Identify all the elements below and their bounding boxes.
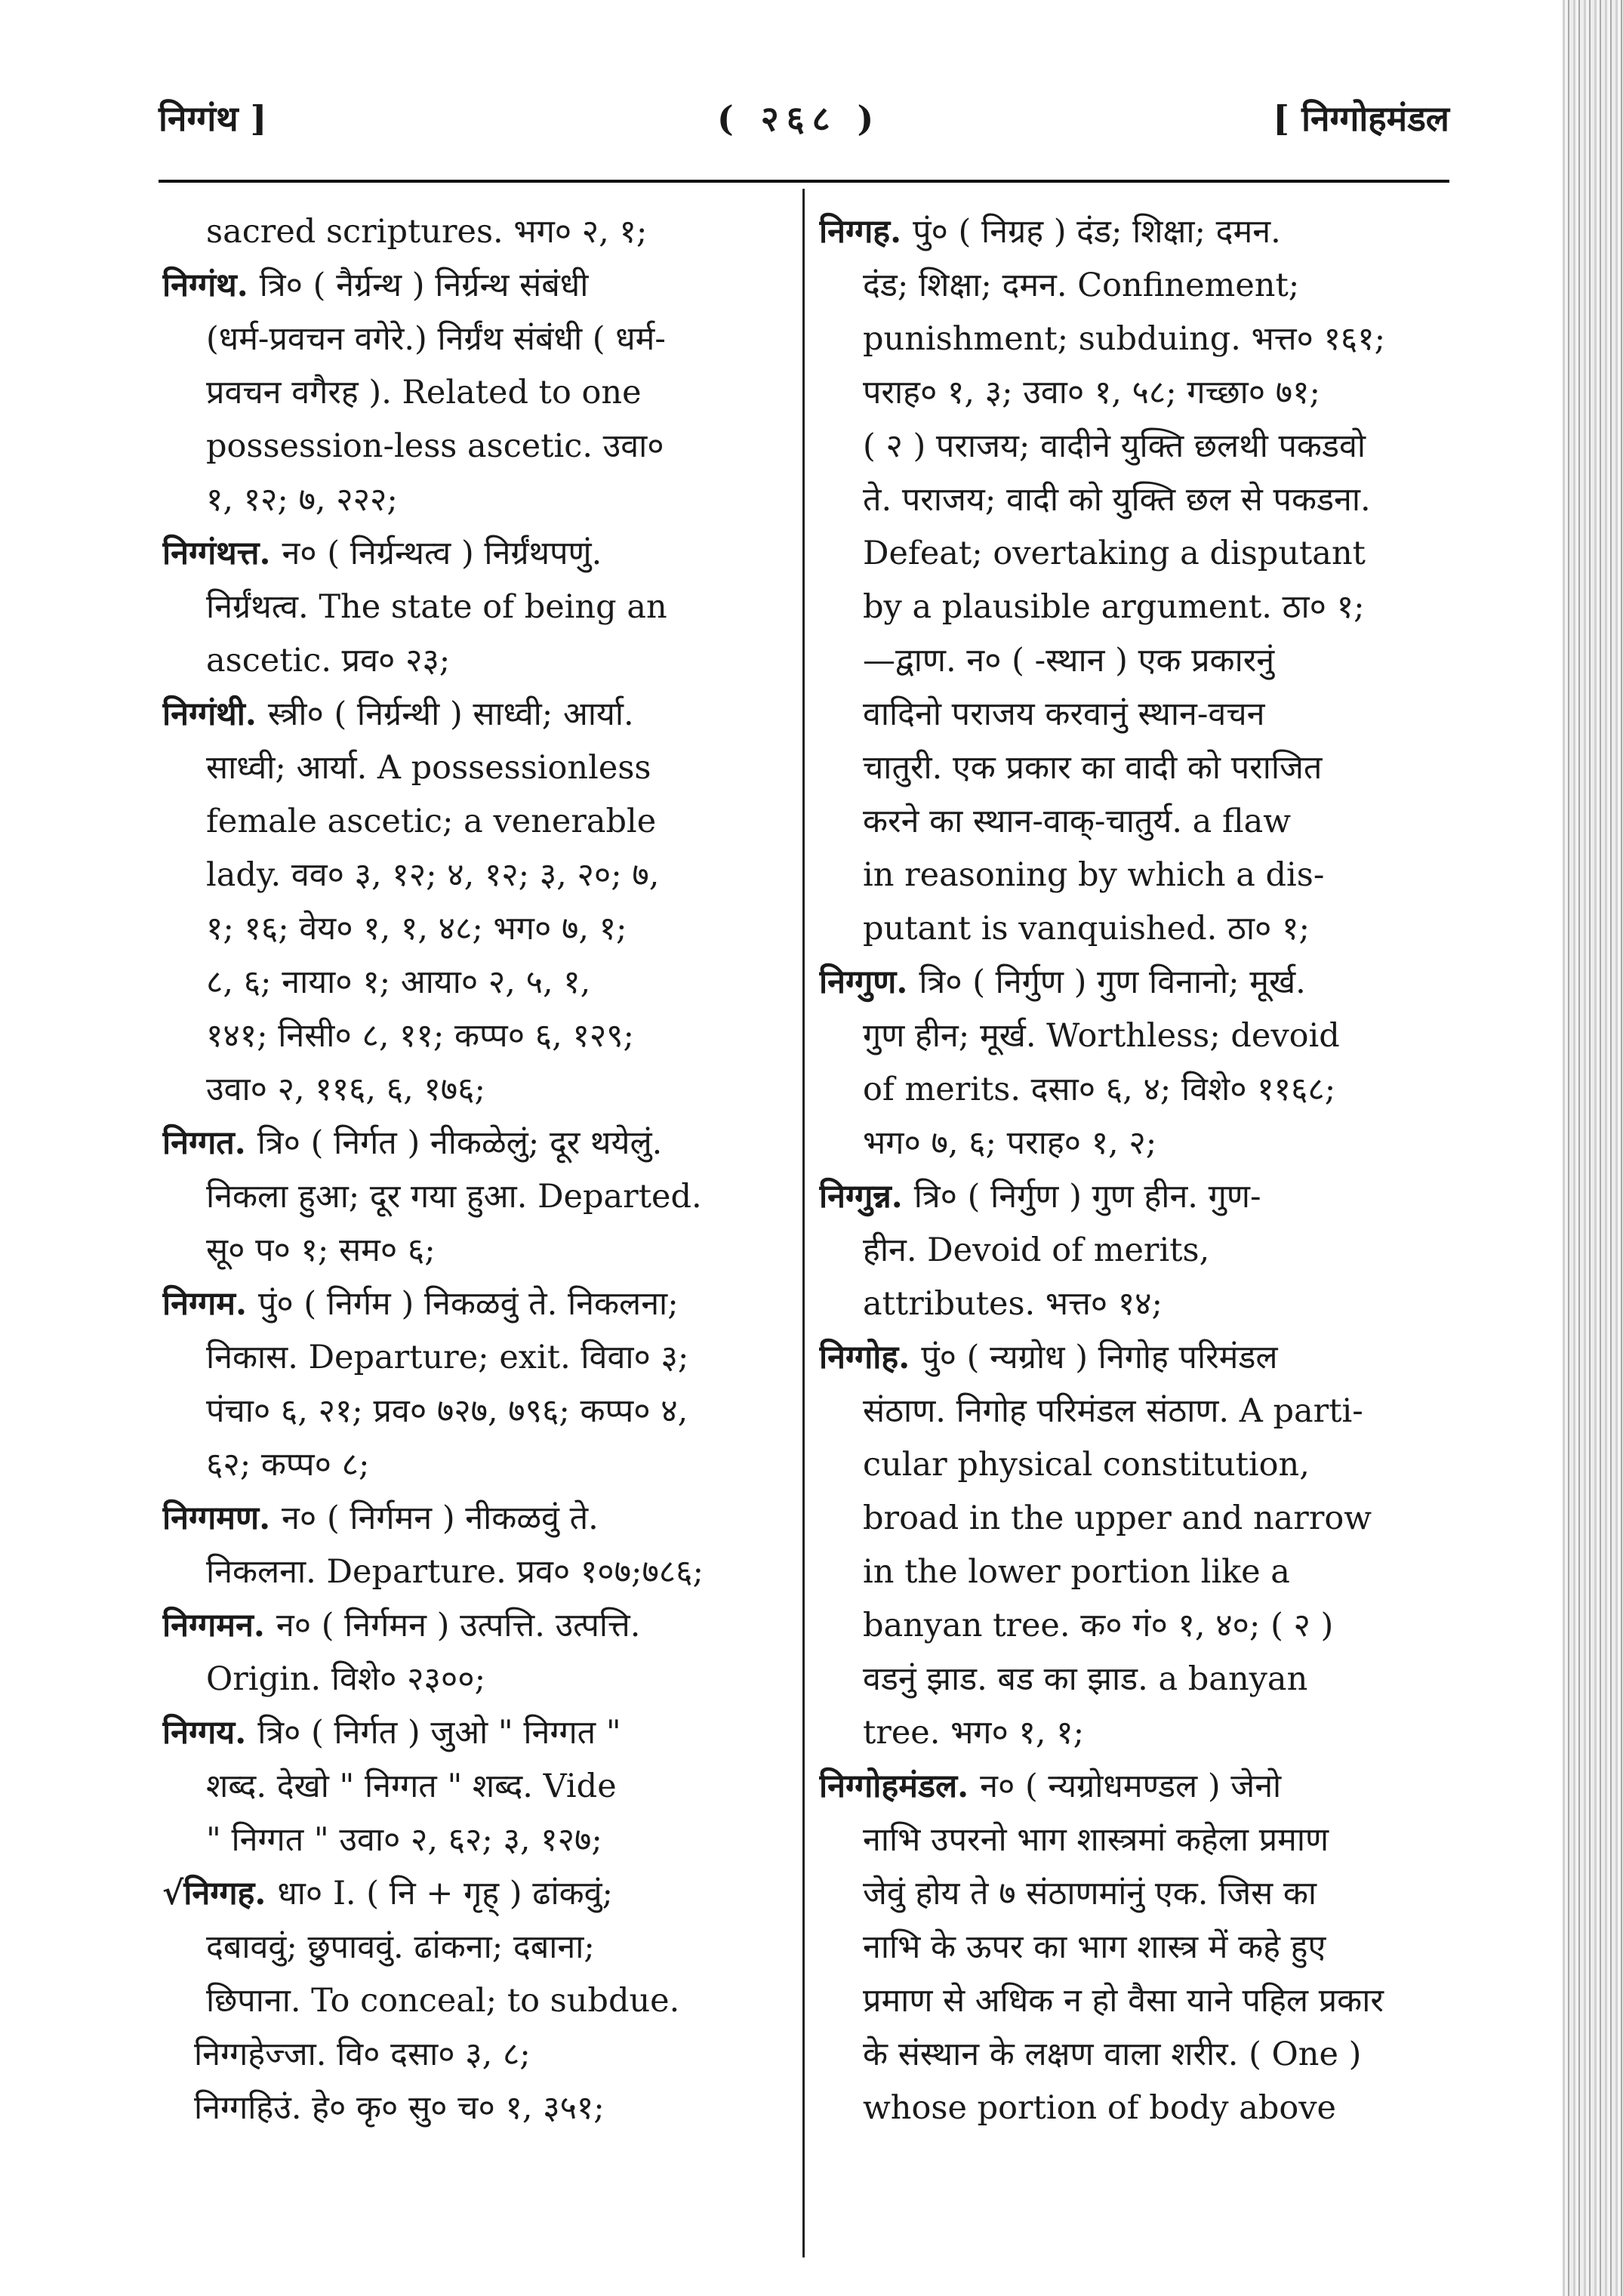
entry-text: नाभि उपरनो भाग शास्त्रमां कहेला प्रमाण — [863, 1821, 1329, 1859]
dictionary-entry — [819, 1331, 1446, 1760]
dictionary-entry — [819, 956, 1446, 1170]
header-first-word: निग्गंथ ] — [159, 98, 267, 139]
entry-line — [819, 1546, 1446, 1599]
entry-text: स्त्री० ( निर्ग्रन्थी ) साध्वी; आर्या. — [267, 695, 634, 733]
entry-text: त्रि० ( निर्गत ) जुओ " निग्गत " — [257, 1714, 621, 1752]
entry-text: त्रि० ( निर्गुण ) गुण विनानो; मूर्ख. — [919, 963, 1306, 1001]
entry-headword: निग्गमण. — [162, 1499, 282, 1537]
entry-text: उवा० २, ११६, ६, १७६; — [206, 1071, 486, 1108]
entry-line — [162, 313, 789, 366]
entry-line — [162, 1814, 789, 1867]
entry-text: त्रि० ( निर्गत ) नीकळेलुं; दूर थयेलुं. — [257, 1124, 663, 1162]
entry-text: निग्गहेज्जा. वि० दसा० ३, ८; — [194, 2036, 531, 2073]
entry-headword: √निग्गह. — [162, 1875, 278, 1912]
dictionary-entry — [162, 205, 789, 259]
entry-text: करने का स्थान-वाक्-चातुर्य. a flaw — [863, 803, 1292, 840]
entry-text: निर्ग्रंथत्व. The state of being an — [206, 588, 667, 626]
dictionary-entry — [162, 1492, 789, 1599]
entry-line — [819, 1277, 1446, 1331]
dictionary-entry — [819, 1760, 1446, 2135]
entry-text: हीन. Devoid of merits, — [863, 1231, 1210, 1269]
entry-text: त्रि० ( नैर्ग्रन्थ ) निर्ग्रन्थ संबंधी — [259, 267, 589, 304]
entry-line — [819, 527, 1446, 581]
entry-headword: निग्गय. — [162, 1714, 258, 1752]
entry-text: ( २ ) पराजय; वादीने युक्ति छलथी पकडवो — [863, 427, 1366, 465]
entry-text: चातुरी. एक प्रकार का वादी को पराजित — [863, 749, 1323, 787]
entry-line — [162, 1277, 789, 1331]
entry-text: ८, ६; नाया० १; आया० २, ५, १, — [206, 963, 591, 1001]
entry-line — [162, 259, 789, 313]
entry-line — [162, 1546, 789, 1599]
page-number: ( २६८ ) — [717, 98, 882, 139]
entry-text: पुं० ( निग्रह ) दंड; शिक्षा; दमन. — [913, 213, 1281, 251]
entry-text: न० ( निर्ग्रन्थत्व ) निर्ग्रंथपणुं. — [282, 535, 602, 572]
entry-line — [819, 1117, 1446, 1170]
entry-line — [162, 849, 789, 902]
entry-headword: निग्गुण. — [819, 963, 919, 1001]
entry-text: निकलना. Departure. प्रव० १०७;७८६; — [206, 1553, 704, 1591]
entry-headword: निग्गत. — [162, 1124, 257, 1162]
entry-line — [819, 688, 1446, 741]
entry-text: —द्वाण. न० ( -स्थान ) एक प्रकारनुं — [863, 642, 1275, 680]
entry-line — [162, 1117, 789, 1170]
entry-text: १; १६; वेय० १, १, ४८; भग० ७, १; — [206, 910, 627, 948]
entry-line — [819, 366, 1446, 420]
entry-text: निग्गहिउं. हे० कृ० सु० च० १, ३५१; — [194, 2089, 605, 2127]
entry-line — [819, 313, 1446, 366]
entry-text: नाभि के ऊपर का भाग शास्त्र में कहे हुए — [863, 1928, 1326, 1966]
entry-text: sacred scriptures. भग० २, १; — [206, 213, 648, 251]
entry-line — [162, 1706, 789, 1760]
entry-line — [162, 1760, 789, 1814]
entry-text: प्रमाण से अधिक न हो वैसा याने पहिल प्रकार — [863, 1982, 1384, 2020]
entry-text: attributes. भत्त० १४; — [863, 1285, 1163, 1323]
entry-text: (धर्म-प्रवचन वगेरे.) निर्ग्रंथ संबंधी ( धर्म- — [206, 320, 666, 358]
entry-text: निकला हुआ; दूर गया हुआ. Departed. — [206, 1178, 702, 1216]
entry-text: cular physical constitution, — [863, 1446, 1310, 1484]
entry-line — [162, 1653, 789, 1706]
entry-text: banyan tree. क० गं० १, ४०; ( २ ) — [863, 1607, 1334, 1644]
entry-headword: निग्गोह. — [819, 1339, 922, 1376]
book-spine-edge — [1563, 0, 1623, 2296]
entry-text: ascetic. प्रव० २३; — [206, 642, 451, 680]
header-last-word: [ निग्गोहमंडल — [1273, 98, 1449, 139]
entry-text: १, १२; ७, २२२; — [206, 481, 398, 519]
dictionary-entry — [162, 1706, 789, 1867]
entry-line — [162, 1974, 789, 2028]
entry-line — [819, 1974, 1446, 2028]
dictionary-entry — [819, 1170, 1446, 1331]
entry-line — [819, 1867, 1446, 1921]
entry-text: वडनुं झाड. बड का झाड. a banyan — [863, 1660, 1308, 1698]
entry-text: १४१; निसी० ८, ११; कप्प० ६, १२९; — [206, 1017, 635, 1055]
entry-line — [819, 902, 1446, 956]
entry-text: of merits. दसा० ६, ४; विशे० ११६८; — [863, 1071, 1336, 1108]
entry-text: निकास. Departure; exit. विवा० ३; — [206, 1339, 689, 1376]
entry-text: गुण हीन; मूर्ख. Worthless; devoid — [863, 1017, 1340, 1055]
entry-text: धा० I. ( नि + गृह् ) ढांकवुं; — [277, 1875, 613, 1912]
entry-line — [162, 473, 789, 527]
entry-text: tree. भग० १, १; — [863, 1714, 1085, 1752]
entry-headword: निग्गोहमंडल. — [819, 1767, 981, 1805]
entry-line — [819, 1009, 1446, 1063]
entry-line — [819, 795, 1446, 849]
entry-line — [162, 1063, 789, 1117]
entry-headword: निग्गह. — [819, 213, 913, 251]
entry-line — [162, 420, 789, 473]
dictionary-entry — [162, 2028, 789, 2135]
entry-text: punishment; subduing. भत्त० १६१; — [863, 320, 1386, 358]
entry-text: पुं० ( न्यग्रोध ) निगोह परिमंडल — [921, 1339, 1278, 1376]
entry-text: broad in the upper and narrow — [863, 1499, 1372, 1537]
entry-line — [162, 2082, 789, 2135]
entry-text: संठाण. निगोह परिमंडल संठाण. A parti- — [863, 1392, 1363, 1430]
dictionary-entry — [162, 1599, 789, 1706]
entry-text: ६२; कप्प० ८; — [206, 1446, 370, 1484]
entry-text: न० ( न्यग्रोधमण्डल ) जेनो — [980, 1767, 1282, 1805]
entry-text: " निग्गत " उवा० २, ६२; ३, १२७; — [206, 1821, 602, 1859]
entry-line — [819, 1170, 1446, 1224]
entry-line — [162, 2028, 789, 2082]
entry-line — [819, 1331, 1446, 1385]
entry-line — [162, 902, 789, 956]
entry-line — [819, 259, 1446, 313]
entry-line — [162, 1224, 789, 1277]
entry-text: by a plausible argument. ठा० १; — [863, 588, 1365, 626]
entry-text: possession-less ascetic. उवा० — [206, 427, 664, 465]
entry-line — [162, 527, 789, 581]
dictionary-entry — [162, 527, 789, 688]
entry-line — [162, 1492, 789, 1546]
entry-headword: निग्गंथत्त. — [162, 535, 282, 572]
entry-line — [162, 1331, 789, 1385]
entry-text: female ascetic; a venerable — [206, 803, 657, 840]
entry-line — [162, 795, 789, 849]
entry-text: ते. पराजय; वादी को युक्ति छल से पकडना. — [863, 481, 1371, 519]
entry-text: lady. वव० ३, १२; ४, १२; ३, २०; ७, — [206, 856, 660, 894]
entry-line — [162, 741, 789, 795]
entry-line — [819, 1921, 1446, 1974]
entry-line — [819, 1224, 1446, 1277]
right-column — [819, 205, 1446, 2135]
entry-line — [819, 420, 1446, 473]
entry-text: पराह० १, ३; उवा० १, ५८; गच्छा० ७१; — [863, 374, 1320, 411]
column-divider — [802, 189, 805, 2257]
entry-text: Origin. विशे० २३००; — [206, 1660, 486, 1698]
left-column — [162, 205, 789, 2135]
entry-headword: निग्गम. — [162, 1285, 258, 1323]
entry-line — [162, 1599, 789, 1653]
entry-line — [162, 581, 789, 634]
entry-text: त्रि० ( निर्गुण ) गुण हीन. गुण- — [913, 1178, 1261, 1216]
entry-line — [162, 1438, 789, 1492]
dictionary-entry — [162, 688, 789, 1117]
dictionary-entry — [162, 1277, 789, 1492]
entry-text: पंचा० ६, २१; प्रव० ७२७, ७९६; कप्प० ४, — [206, 1392, 688, 1430]
entry-headword: निग्गंथ. — [162, 267, 260, 304]
dictionary-entry — [162, 259, 789, 527]
entry-line — [819, 1814, 1446, 1867]
entry-line — [162, 1009, 789, 1063]
entry-text: के संस्थान के लक्षण वाला शरीर. ( One ) — [863, 2036, 1362, 2073]
entry-text: साध्वी; आर्या. A possessionless — [206, 749, 651, 787]
entry-line — [162, 634, 789, 688]
entry-text: वादिनो पराजय करवानुं स्थान-वचन — [863, 695, 1265, 733]
page-header — [159, 94, 1449, 155]
entry-line — [819, 581, 1446, 634]
entry-text: छिपाना. To conceal; to subdue. — [206, 1982, 680, 2020]
entry-text: in the lower portion like a — [863, 1553, 1290, 1591]
entry-line — [819, 1492, 1446, 1546]
entry-line — [819, 741, 1446, 795]
entry-line — [819, 634, 1446, 688]
entry-text: in reasoning by which a dis- — [863, 856, 1325, 894]
entry-line — [162, 1921, 789, 1974]
entry-line — [819, 849, 1446, 902]
entry-text: दंड; शिक्षा; दमन. Confinement; — [863, 267, 1300, 304]
entry-text: न० ( निर्गमन ) उत्पत्ति. उत्पत्ति. — [276, 1607, 641, 1644]
entry-line — [162, 956, 789, 1009]
entry-text: न० ( निर्गमन ) नीकळवुं ते. — [282, 1499, 599, 1537]
entry-text: जेवुं होय ते ७ संठाणमांनुं एक. जिस का — [863, 1875, 1317, 1912]
entry-text: putant is vanquished. ठा० १; — [863, 910, 1310, 948]
entry-text: शब्द. देखो " निग्गत " शब्द. Vide — [206, 1767, 617, 1805]
entry-text: प्रवचन वगैरह ). Related to one — [206, 374, 642, 411]
entry-line — [819, 1063, 1446, 1117]
entry-line — [819, 473, 1446, 527]
entry-line — [819, 956, 1446, 1009]
entry-line — [819, 205, 1446, 259]
entry-line — [819, 2028, 1446, 2082]
dictionary-entry — [162, 1117, 789, 1277]
entry-text: पुं० ( निर्गम ) निकळवुं ते. निकलना; — [257, 1285, 679, 1323]
entry-line — [819, 1760, 1446, 1814]
entry-headword: निग्गंथी. — [162, 695, 268, 733]
entry-line — [162, 1385, 789, 1438]
entry-line — [162, 205, 789, 259]
entry-line — [819, 1599, 1446, 1653]
dictionary-entry — [819, 205, 1446, 956]
entry-headword: निग्गुन्न. — [819, 1178, 914, 1216]
entry-line — [819, 1653, 1446, 1706]
entry-line — [819, 1385, 1446, 1438]
entry-line — [162, 366, 789, 420]
dictionary-entry — [162, 1867, 789, 2028]
entry-text: whose portion of body above — [863, 2089, 1336, 2127]
entry-line — [819, 1438, 1446, 1492]
entry-line — [819, 2082, 1446, 2135]
entry-text: Defeat; overtaking a disputant — [863, 535, 1366, 572]
entry-line — [162, 1170, 789, 1224]
entry-text: सू० प० १; सम० ६; — [206, 1231, 436, 1269]
entry-line — [162, 1867, 789, 1921]
entry-headword: निग्गमन. — [162, 1607, 276, 1644]
entry-line — [162, 688, 789, 741]
entry-text: दबाववुं; छुपाववुं. ढांकना; दबाना; — [206, 1928, 595, 1966]
header-rule — [159, 180, 1449, 183]
entry-line — [819, 1706, 1446, 1760]
entry-text: भग० ७, ६; पराह० १, २; — [863, 1124, 1157, 1162]
